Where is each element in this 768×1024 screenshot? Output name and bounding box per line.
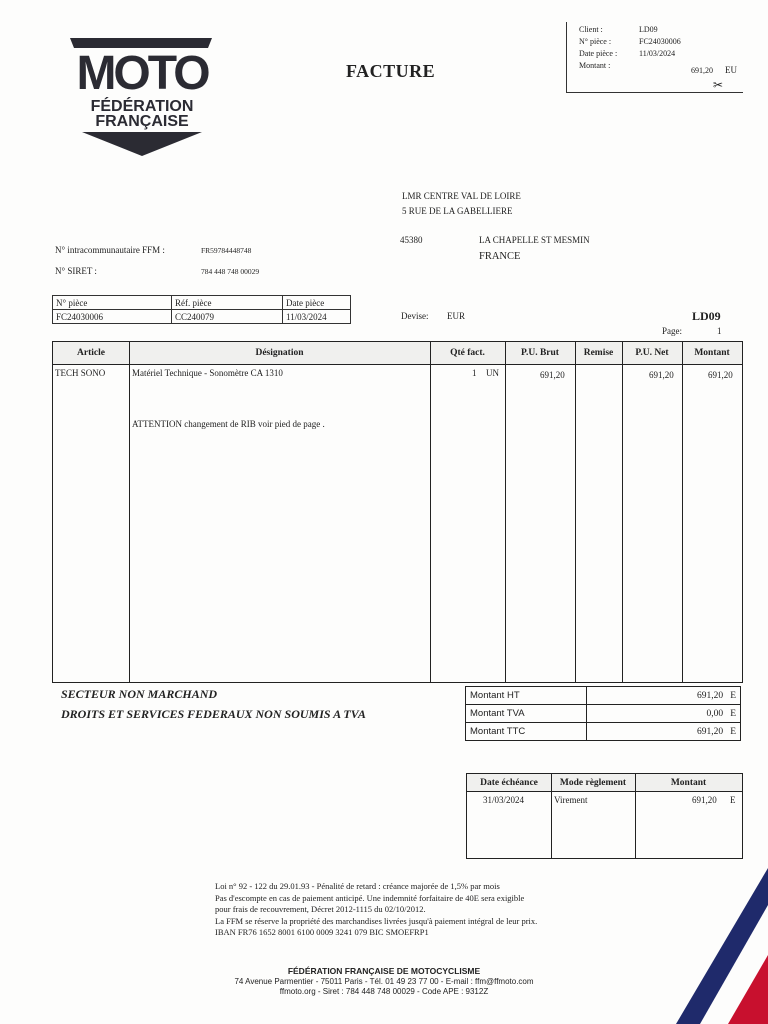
vat-label: N° intracommunautaire FFM : xyxy=(55,245,165,255)
recipient-street: 5 RUE DE LA GABELLIERE xyxy=(402,206,513,216)
vat-value: FR59784448748 xyxy=(201,246,252,255)
slip-amount-label: Montant : xyxy=(579,61,611,70)
blue-stripe xyxy=(676,868,768,1024)
slip-amount-value: 691,20 xyxy=(691,66,713,75)
legal-line: Loi n° 92 - 122 du 29.01.93 - Pénalité de retard : créance majorée de 1,5% par mois xyxy=(215,881,500,891)
header-remise: Remise xyxy=(583,348,614,358)
ffm-logo xyxy=(52,36,232,158)
col-divider xyxy=(430,342,431,682)
total-tva-value: 0,00 xyxy=(706,708,724,719)
slip-client-value: LD09 xyxy=(639,25,658,34)
logo-line2: FRANÇAISE xyxy=(95,113,189,130)
page-label: Page: xyxy=(662,326,682,336)
total-tva-row xyxy=(466,705,741,723)
totals-table xyxy=(465,686,741,741)
total-ttc-value: 691,20 xyxy=(696,726,724,737)
devise-label: Devise: xyxy=(401,311,429,321)
due-date: 31/03/2024 xyxy=(483,795,525,805)
header-article: Article xyxy=(77,348,105,358)
siret-label: N° SIRET : xyxy=(55,266,97,276)
total-tva-label: Montant TVA xyxy=(466,705,587,723)
header-designation: Désignation xyxy=(255,348,304,358)
page-number: 1 xyxy=(717,326,722,336)
total-ht-label: Montant HT xyxy=(466,687,587,705)
sector-line2: DROITS ET SERVICES FEDERAUX NON SOUMIS A TVA xyxy=(61,707,366,721)
siret-value: 784 448 748 00029 xyxy=(201,267,260,276)
col-divider xyxy=(622,342,623,682)
slip-currency: EU xyxy=(725,65,737,75)
due-mode: Virement xyxy=(554,795,588,805)
piece-date: 11/03/2024 xyxy=(283,310,351,324)
total-ht-value: 691,20 xyxy=(696,690,724,701)
due-header-amount: Montant xyxy=(670,778,707,788)
header-pu-net: P.U. Net xyxy=(635,348,669,358)
slip-date-value: 11/03/2024 xyxy=(639,49,676,58)
legal-line: La FFM se réserve la propriété des marchandises livrées jusqu'à paiement intégral de leur prix. xyxy=(215,915,538,926)
legal-line: Pas d'escompte en cas de paiement anticipé. Une indemnité forfaitaire de 40E sera exigible xyxy=(215,892,525,903)
item-pu-net: 691,20 xyxy=(649,370,674,380)
total-ht-row xyxy=(466,687,741,705)
logo-line1: FÉDÉRATION xyxy=(90,98,194,115)
item-pu-brut: 691,20 xyxy=(540,370,565,380)
footer-address: 74 Avenue Parmentier - 75011 Paris - Tél. 01 49 23 77 00 - E-mail : ffm@ffmoto.com xyxy=(234,977,534,986)
piece-ref: CC240079 xyxy=(172,310,283,324)
total-ttc-cur: E xyxy=(730,726,736,737)
piece-header-date: Date pièce xyxy=(283,296,351,310)
document-title: FACTURE xyxy=(346,61,436,81)
payment-slip xyxy=(566,22,743,93)
footer-web: ffmoto.org - Siret : 784 448 748 00029 - Code APE : 9312Z xyxy=(279,987,489,996)
due-cur: E xyxy=(730,795,736,805)
total-ttc-label: Montant TTC xyxy=(466,723,587,741)
item-unit: UN xyxy=(486,368,499,378)
piece-number: FC24030006 xyxy=(53,310,172,324)
header-pu-brut: P.U. Brut xyxy=(521,348,559,358)
slip-piece-value: FC24030006 xyxy=(639,37,681,46)
piece-info-table xyxy=(52,295,351,324)
slip-date-label: Date pièce : xyxy=(579,49,618,58)
footer-org: FÉDÉRATION FRANÇAISE DE MOTOCYCLISME xyxy=(287,966,481,976)
item-note: ATTENTION changement de RIB voir pied de page . xyxy=(132,419,325,429)
slip-piece-label: N° pièce : xyxy=(579,37,612,46)
item-qty: 1 xyxy=(472,368,477,378)
legal-line: pour frais de recouvrement, Décret 2012-1115 du 02/10/2012. xyxy=(215,904,426,914)
client-code: LD09 xyxy=(692,309,721,323)
col-divider xyxy=(129,342,130,682)
legal-line: IBAN FR76 1652 8001 6100 0009 3241 079 BIC SMOEFRP1 xyxy=(215,927,429,937)
items-table xyxy=(52,341,743,683)
recipient-city: LA CHAPELLE ST MESMIN xyxy=(479,235,590,245)
recipient-name: LMR CENTRE VAL DE LOIRE xyxy=(402,191,521,201)
due-amount: 691,20 xyxy=(692,795,717,805)
col-divider xyxy=(505,342,506,682)
scissors-icon: ✂ xyxy=(713,78,724,92)
due-table xyxy=(466,773,743,859)
sector-line1: SECTEUR NON MARCHAND xyxy=(61,687,218,701)
recipient-country: FRANCE xyxy=(479,251,521,262)
total-ttc-row xyxy=(466,723,741,741)
logo-word: MOTO xyxy=(76,47,208,100)
col-divider xyxy=(682,342,683,682)
header-montant: Montant xyxy=(694,348,730,358)
item-article: TECH SONO xyxy=(55,368,106,378)
header-qty: Qté fact. xyxy=(450,348,485,358)
recipient-postcode: 45380 xyxy=(400,235,423,245)
item-montant: 691,20 xyxy=(708,370,733,380)
total-tva-cur: E xyxy=(730,708,736,719)
total-ht-cur: E xyxy=(730,690,736,701)
slip-client-label: Client : xyxy=(579,25,603,34)
legal-notes xyxy=(215,881,537,939)
item-designation: Matériel Technique - Sonomètre CA 1310 xyxy=(132,368,283,378)
due-header-mode: Mode règlement xyxy=(559,778,627,788)
due-header-date: Date échéance xyxy=(480,778,538,788)
piece-header-number: N° pièce xyxy=(53,296,172,310)
piece-header-ref: Réf. pièce xyxy=(172,296,283,310)
col-divider xyxy=(575,342,576,682)
devise-value: EUR xyxy=(447,311,465,321)
